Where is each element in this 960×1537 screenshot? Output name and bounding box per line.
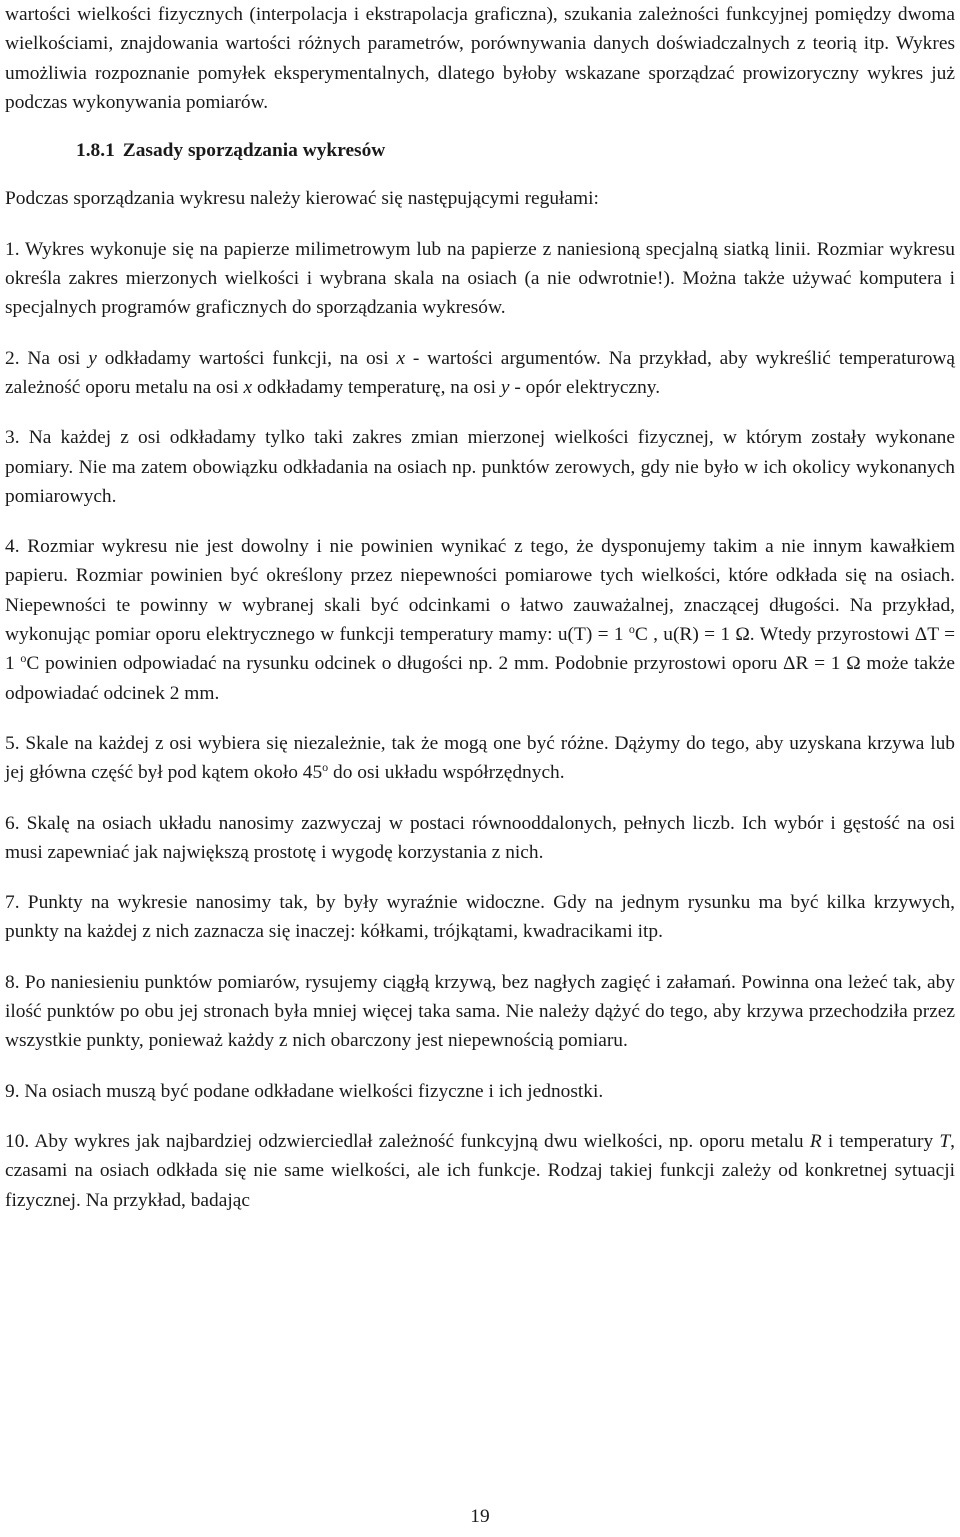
rule-2-paragraph — [5, 344, 955, 403]
rule-2-var-x: x — [396, 347, 406, 369]
intro-paragraph: wartości wielkości fizycznych (interpolacja i ekstrapolacja graficzna), szukania zależności funkcyjnej pomiędzy dwoma wielkościami, znajdowania wartości różnych parametrów, porównywania danych doświadczalnych z teorią itp. Wykres umożliwia rozpoznanie pomyłek eksperymentalnych, dlatego byłoby wskazane sporządzać prowizoryczny wykres już podczas wykonywania pomiarów. — [5, 4, 955, 113]
rule-10-paragraph — [5, 1127, 955, 1215]
rules-lead-paragraph: Podczas sporządzania wykresu należy kierować się następującymi regułami: — [5, 188, 599, 210]
rule-9-paragraph: 9. Na osiach muszą być podane odkładane wielkości fizyczne i ich jednostki. — [5, 1080, 604, 1102]
rule-10-text: , czasami na osiach odkłada się nie same wielkości, ale ich funkcje. Rodzaj takiej funkcji zależy od konkretnej sytuacji fizycznej. Na przykład, badając — [5, 1130, 955, 1211]
degree-superscript: o — [20, 651, 27, 666]
degree-superscript: o — [322, 760, 329, 775]
section-heading — [76, 136, 955, 165]
page-number: 19 — [470, 1506, 490, 1527]
rule-5-text: do osi układu współrzędnych. — [328, 762, 565, 784]
rule-8-paragraph: 8. Po naniesieniu punktów pomiarów, rysujemy ciągłą krzywą, bez nagłych zagięć i załamań. Powinna ona leżeć tak, aby ilość punktów po obu jej stronach była mniej więcej taka sama. Nie należy dążyć do tego, aby krzywa przechodziła przez wszystkie punkty, ponieważ każdy z nich obarczony jest niepewnością pomiaru. — [5, 971, 955, 1052]
section-number: 1.8.1 — [76, 140, 115, 162]
rule-2-text: odkładamy wartości funkcji, na osi — [96, 347, 397, 369]
rule-4-text: 4. Rozmiar wykresu nie jest dowolny i nie powinien wynikać z tego, że dysponujemy takim a nie innym kawałkiem papieru. Rozmiar powinien być określony przez niepewności pomiarowe tych wielkości, które odkłada się na osiach. Niepewności te powinny w wybranej skali być odcinkami o łatwo zauważalnej, znaczącej długości. Na przykład, wykonując pomiar oporu elektrycznego w funkcji temperatury mamy: u(T) = 1 — [5, 536, 955, 646]
rule-2-text: - opór elektryczny. — [509, 376, 661, 398]
rule-5-paragraph — [5, 729, 955, 788]
rule-4-text: C powinien odpowiadać na rysunku odcinek o długości np. 2 mm. Podobnie przyrostowi oporu ΔR = 1 Ω może także odpowiadać odcinek 2 mm. — [5, 653, 955, 704]
rule-5-text: 5. Skale na każdej z osi wybiera się niezależnie, tak że mogą one być różne. Dążymy do tego, aby uzyskana krzywa lub jej główna część był pod kątem około 45 — [5, 732, 955, 784]
rule-7-paragraph: 7. Punkty na wykresie nanosimy tak, by były wyraźnie widoczne. Gdy na jednym rysunku ma być kilka krzywych, punkty na każdej z nich zaznacza się inaczej: kółkami, trójkątami, kwadracikami itp. — [5, 892, 955, 943]
degree-superscript: o — [628, 622, 635, 637]
rule-10-var-r: R — [809, 1130, 822, 1152]
rule-2-text: odkładamy temperaturę, na osi — [252, 376, 501, 398]
rule-10-var-t: T — [939, 1130, 951, 1152]
rule-2-var-y: y — [500, 376, 510, 398]
rule-2-var-x: x — [243, 376, 253, 398]
rule-2-text: 2. Na osi — [5, 347, 89, 369]
rule-3-paragraph: 3. Na każdej z osi odkładamy tylko taki zakres zmian mierzonej wielkości fizycznej, w którym zostały wykonane pomiary. Nie ma zatem obowiązku odkładania na osiach np. punktów zerowych, gdy nie było w ich okolicy wykonanych pomiarowych. — [5, 427, 955, 507]
section-title: Zasady sporządzania wykresów — [122, 140, 386, 162]
rule-2-text: - wartości argumentów. Na przykład, aby wykreślić temperaturową zależność oporu metalu na osi — [5, 347, 956, 398]
rule-4-paragraph — [5, 532, 955, 708]
rule-4-text: C , u(R) = 1 Ω. Wtedy przyrostowi ΔT = 1 — [5, 624, 955, 675]
rule-6-paragraph: 6. Skalę na osiach układu nanosimy zazwyczaj w postaci równooddalonych, pełnych liczb. Ich wybór i gęstość na osi musi zapewniać jak największą prostotę i wygodę korzystania z nich. — [5, 812, 955, 863]
document-page — [5, 0, 955, 1215]
rule-10-text: 10. Aby wykres jak najbardziej odzwierciedlał zależność funkcyjną dwu wielkości, np. oporu metalu — [5, 1130, 810, 1152]
rule-2-var-y: y — [88, 347, 97, 369]
rule-1-paragraph: 1. Wykres wykonuje się na papierze milimetrowym lub na papierze z naniesioną specjalną siatką linii. Rozmiar wykresu określa zakres mierzonych wielkości i wybrana skala na osiach (a nie odwrotnie!). Można także używać komputera i specjalnych programów graficznych do sporządzania wykresów. — [5, 238, 955, 319]
rule-10-text: i temperatury — [821, 1130, 940, 1152]
